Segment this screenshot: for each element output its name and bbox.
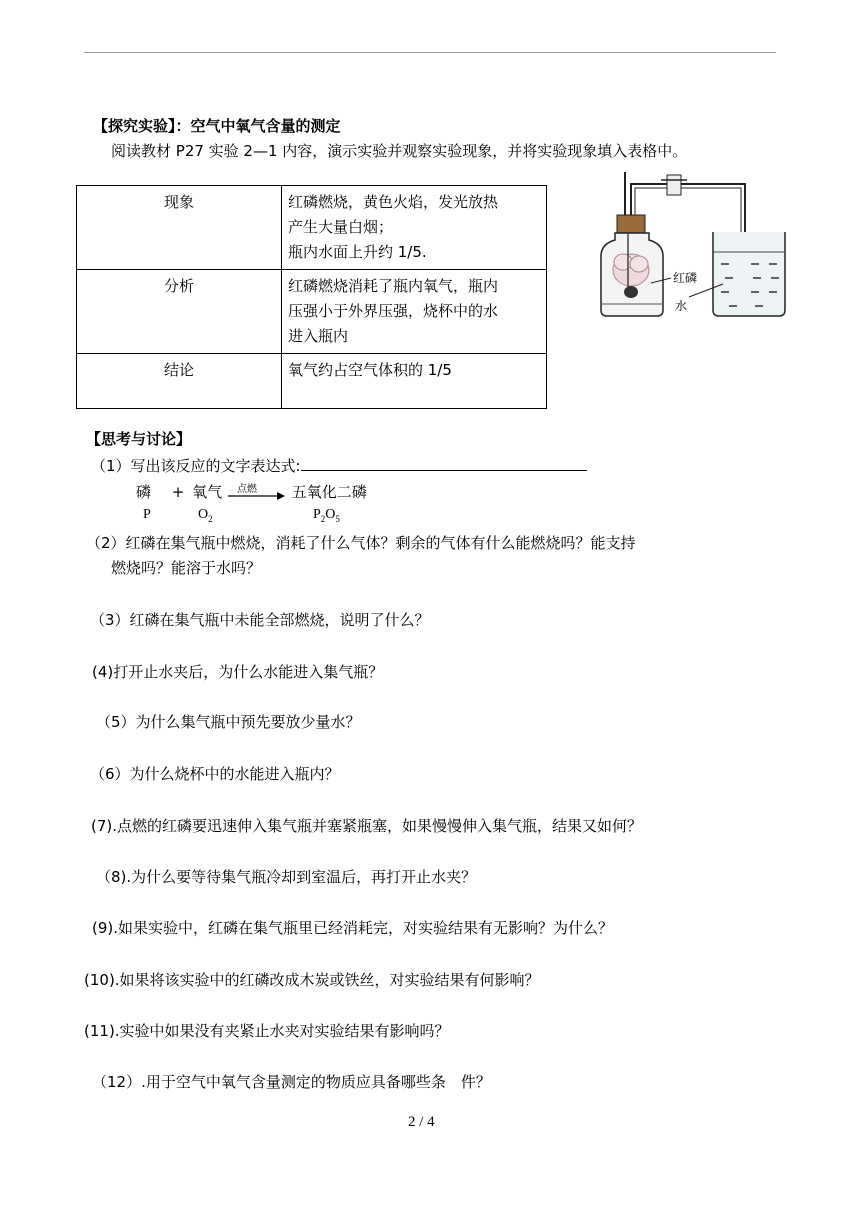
row-label: 结论 (77, 354, 282, 409)
page-number: 2 / 4 (408, 1114, 435, 1130)
row-label: 现象 (77, 186, 282, 270)
question-4: (4)打开止水夹后，为什么水能进入集气瓶？ (92, 663, 384, 681)
reactant-phosphorus: 磷 (136, 483, 152, 501)
section-title: 【探究实验】：空气中氧气含量的测定 (93, 117, 341, 135)
row-content (282, 354, 547, 409)
apparatus-illustration (595, 170, 790, 320)
observation-table (76, 185, 547, 409)
row-label: 分析 (77, 270, 282, 354)
label-red-phosphorus: 红磷 (673, 271, 698, 285)
reaction-condition: 点燃 (236, 483, 257, 495)
table-row (77, 354, 547, 409)
word-equation (136, 481, 367, 503)
question-6: （6）为什么烧杯中的水能进入瓶内？ (90, 765, 340, 783)
cell-line: 压强小于外界压强，烧杯中的水 (288, 302, 499, 320)
question-text: （1）写出该反应的文字表达式: (91, 457, 301, 475)
question-7: (7).点燃的红磷要迅速伸入集气瓶并塞紧瓶塞，如果慢慢伸入集气瓶，结果又如何？ (91, 817, 643, 835)
row-content (282, 270, 547, 354)
product-p2o5: 五氧化二磷 (291, 483, 367, 501)
cell-line: 红磷燃烧消耗了瓶内氧气，瓶内 (288, 277, 499, 295)
question-2: （2）红磷在集气瓶中燃烧，消耗了什么气体？剩余的气体有什么能燃烧吗？能支持 (86, 534, 636, 552)
row-content (282, 186, 547, 270)
table-row (77, 270, 547, 354)
table-row (77, 186, 547, 270)
plus-sign: + (171, 483, 185, 501)
discussion-title: 【思考与讨论】 (86, 430, 192, 448)
cell-line: 氧气约占空气体积的 1/5 (288, 361, 452, 379)
question-5: （5）为什么集气瓶中预先要放少量水？ (96, 713, 361, 731)
arrow-icon (227, 491, 287, 501)
formula-p: P (143, 507, 151, 522)
question-1 (91, 455, 587, 476)
formula-p2o5: $P_2O_5$ (313, 507, 340, 524)
intro-text: 阅读教材 P27 实验 2—1 内容，演示实验并观察实验现象，并将实验现象填入表格中。 (111, 142, 688, 160)
cell-line: 产生大量白烟； (288, 218, 394, 236)
reactant-oxygen: 氧气 (192, 483, 223, 501)
question-9: (9).如果实验中，红磷在集气瓶里已经消耗完，对实验结果有无影响？为什么？ (92, 919, 614, 937)
cell-line: 进入瓶内 (288, 327, 349, 345)
cell-line: 瓶内水面上升约 1/5. (288, 243, 427, 261)
question-8: （8).为什么要等待集气瓶冷却到室温后，再打开止水夹？ (96, 868, 477, 886)
question-11: (11).实验中如果没有夹紧止水夹对实验结果有影响吗？ (84, 1022, 450, 1040)
reaction-arrow (227, 483, 287, 503)
cell-line: 红磷燃烧，黄色火焰，发光放热 (288, 193, 499, 211)
question-2-cont: 燃烧吗？能溶于水吗？ (111, 559, 262, 577)
formula-o2: $O_2$ (198, 507, 213, 524)
question-12: （12）.用于空气中氧气含量测定的物质应具备哪些条 件？ (92, 1073, 491, 1091)
question-3: （3）红磷在集气瓶中未能全部燃烧，说明了什么？ (90, 611, 430, 629)
header-rule (84, 52, 776, 53)
label-water: 水 (675, 299, 688, 313)
answer-blank[interactable] (301, 456, 587, 471)
question-10: (10).如果将该实验中的红磷改成木炭或铁丝，对实验结果有何影响？ (84, 971, 540, 989)
